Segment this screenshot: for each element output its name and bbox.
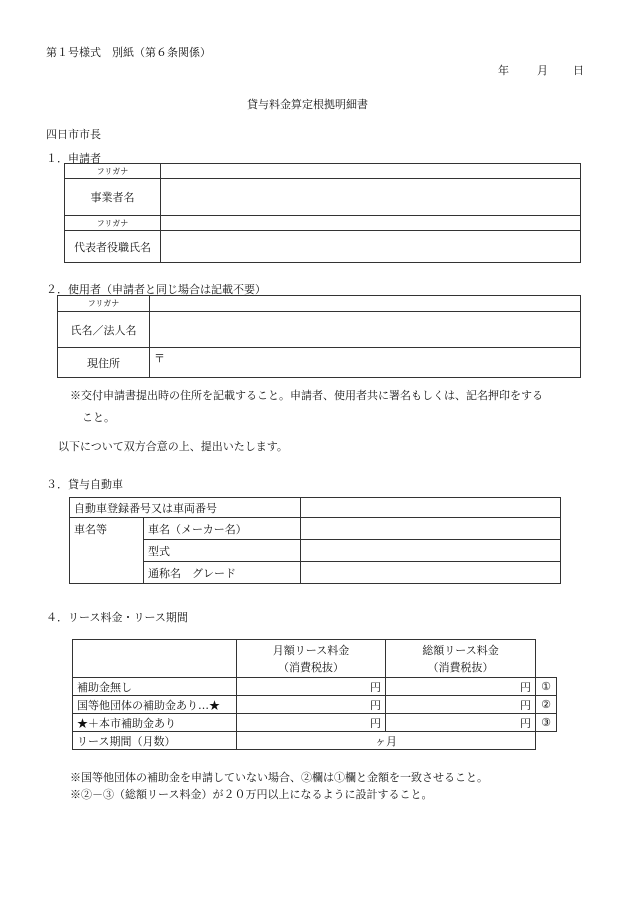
maker-input[interactable] [301,518,561,540]
date-year: 年 [498,64,509,77]
business-name-label: 事業者名 [65,179,161,216]
model-input[interactable] [301,540,561,562]
user-address-input[interactable] [150,348,581,378]
lease-note-2: ※②－③（総額リース料金）が２０万円以上になるように設計すること。 [70,788,433,801]
monthly-input-3[interactable]: 円 [237,714,386,732]
monthly-input-1[interactable]: 円 [237,678,386,696]
address-note-line2: こと。 [82,411,115,424]
user-name-label: 氏名／法人名 [58,312,150,348]
row-label: ★＋本市補助金あり [73,714,237,732]
row-mark: ③ [536,714,557,732]
maker-label: 車名（メーカー名） [144,518,301,540]
agreement-statement: 以下について双方合意の上、提出いたします。 [58,440,288,453]
user-name-input[interactable] [150,312,581,348]
section1-heading: １．申請者 [46,152,101,165]
postal-mark: 〒 [154,352,165,365]
model-label: 型式 [144,540,301,562]
lease-table [72,639,557,750]
grade-input[interactable] [301,562,561,584]
business-furigana-input[interactable] [161,164,581,179]
reg-number-label: 自動車登録番号又は車両番号 [70,498,301,518]
monthly-header [237,640,386,678]
section2-heading: ２．使用者（申請者と同じ場合は記載不要） [46,283,266,296]
representative-furigana-input[interactable] [161,216,581,231]
business-name-input[interactable] [161,179,581,216]
total-input-1[interactable]: 円 [386,678,536,696]
representative-input[interactable] [161,231,581,263]
monthly-header-line1: 月額リース料金 [272,643,350,657]
user-furigana-label: フリガナ [58,296,150,312]
furigana-label-2: フリガナ [65,216,161,231]
vehicle-table [69,497,561,584]
period-input[interactable]: ヶ月 [237,732,536,750]
document-title: 貸与料金算定根拠明細書 [247,98,368,111]
total-header-line2: （消費税抜） [427,660,494,674]
date-day: 日 [573,64,584,77]
furigana-label: フリガナ [65,164,161,179]
monthly-header-line2: （消費税抜） [278,660,344,674]
lease-header-blank [73,640,237,678]
form-number: 第１号様式 別紙（第６条関係） [46,46,211,59]
date-month: 月 [537,64,548,77]
applicant-table [64,163,581,263]
car-name-group-label: 車名等 [70,518,144,584]
total-header-line1: 総額リース料金 [422,643,499,657]
monthly-input-2[interactable]: 円 [237,696,386,714]
user-address-label: 現住所 [58,348,150,378]
total-input-3[interactable]: 円 [386,714,536,732]
period-label: リース期間（月数） [73,732,237,750]
lease-note-1: ※国等他団体の補助金を申請していない場合、②欄は①欄と金額を一致させること。 [70,771,488,784]
representative-label: 代表者役職氏名 [65,231,161,263]
row-label: 国等他団体の補助金あり…★ [73,696,237,714]
address-note-line1: ※交付申請書提出時の住所を記載すること。申請者、使用者共に署名もしくは、記名押印をする [70,389,543,402]
section4-heading: ４．リース料金・リース期間 [46,611,188,624]
period-blank [536,732,557,750]
row-mark: ① [536,678,557,696]
mark-header-blank [536,640,557,678]
row-mark: ② [536,696,557,714]
row-label: 補助金無し [73,678,237,696]
grade-label: 通称名 グレード [144,562,301,584]
user-table [57,295,581,378]
section3-heading: ３．貸与自動車 [46,478,123,491]
total-header [386,640,536,678]
total-input-2[interactable]: 円 [386,696,536,714]
addressee: 四日市市長 [46,128,101,141]
reg-number-input[interactable] [301,498,561,518]
user-furigana-input[interactable] [150,296,581,312]
